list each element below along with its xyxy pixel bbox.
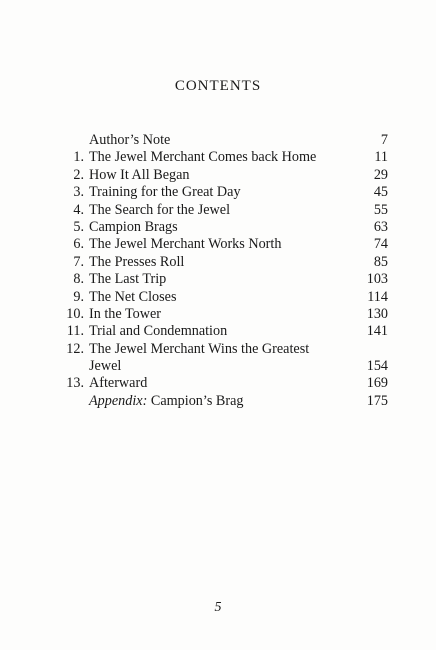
toc-entry-11: [44, 323, 388, 340]
toc-entry-5: [44, 219, 388, 236]
entry-page: 7: [380, 132, 388, 148]
entry-title: Campion Brags: [89, 218, 178, 235]
entry-title: Author’s Note: [89, 132, 171, 148]
page-folio: 5: [214, 600, 222, 615]
entry-number: 7.: [73, 253, 84, 270]
entry-title: The Jewel Merchant Works North: [89, 236, 282, 253]
toc-entry-appendix: [44, 393, 388, 410]
entry-title: In the Tower: [89, 305, 162, 322]
toc-entry-3: [44, 184, 388, 201]
entry-page: 130: [366, 305, 388, 322]
entry-page: 85: [373, 253, 388, 270]
entry-title: The Search for the Jewel: [89, 201, 231, 218]
entry-number: 1.: [73, 149, 84, 166]
entry-number: 9.: [73, 288, 84, 305]
entry-number: 2.: [73, 166, 84, 183]
entry-number: 12.: [66, 340, 84, 357]
entry-page: 114: [367, 288, 388, 305]
entry-title: [89, 393, 329, 410]
entry-page: 11: [374, 149, 388, 166]
toc-entry-7: [44, 254, 388, 271]
toc-entry-authors-note: [44, 132, 388, 149]
entry-page: 169: [366, 375, 388, 392]
toc-entry-13: [44, 375, 388, 392]
toc-entry-4: [44, 202, 388, 219]
entry-title: How It All Began: [89, 166, 190, 183]
toc-entry-8: [44, 271, 388, 288]
toc-entry-12: [44, 341, 388, 376]
entry-number: 8.: [73, 271, 84, 288]
entry-title: The Last Trip: [89, 271, 167, 288]
entry-number: 4.: [73, 201, 84, 218]
entry-page: 154: [366, 358, 388, 375]
entry-page: 103: [366, 271, 388, 288]
entry-number: 13.: [66, 375, 84, 392]
contents-heading: CONTENTS: [174, 78, 262, 94]
entry-number: 5.: [73, 218, 84, 235]
entry-number: 11.: [66, 323, 84, 340]
toc-entry-9: [44, 289, 388, 306]
entry-page: 175: [366, 392, 388, 409]
entry-number: 6.: [73, 236, 84, 253]
entry-page: 29: [373, 166, 388, 183]
toc-entry-10: [44, 306, 388, 323]
entry-page: 45: [373, 184, 388, 201]
entry-page: 74: [373, 236, 388, 253]
toc-entry-6: [44, 236, 388, 253]
appendix-title: Campion’s Brag: [150, 392, 244, 409]
toc-entry-2: [44, 167, 388, 184]
entry-title: The Jewel Merchant Wins the Greatest Jewel: [89, 340, 310, 375]
entry-title: Afterward: [89, 375, 148, 392]
entry-number: 10.: [66, 305, 84, 322]
entry-title: The Presses Roll: [89, 253, 185, 270]
table-of-contents: [44, 132, 388, 410]
entry-page: 63: [373, 218, 388, 235]
entry-page: 141: [366, 323, 388, 340]
entry-page: 55: [373, 201, 388, 218]
toc-entry-1: [44, 149, 388, 166]
entry-title: The Jewel Merchant Comes back Home: [89, 149, 317, 166]
entry-number: 3.: [73, 184, 84, 201]
entry-title: Training for the Great Day: [89, 184, 241, 201]
entry-title: The Net Closes: [89, 288, 177, 305]
entry-title: Trial and Condemnation: [89, 323, 228, 340]
appendix-label: Appendix:: [89, 392, 148, 409]
